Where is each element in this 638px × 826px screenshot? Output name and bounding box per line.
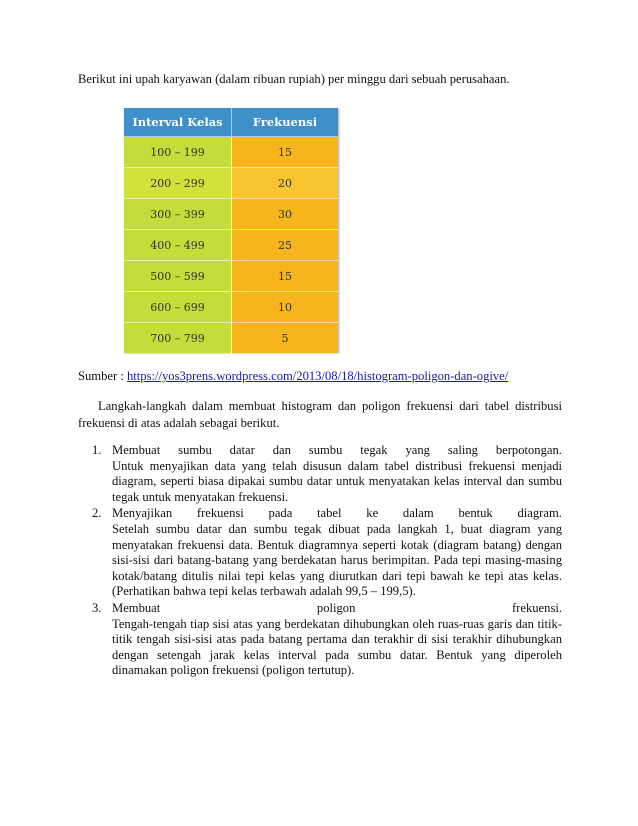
- interval-cell: 600 – 699: [124, 292, 232, 323]
- step-heading-word: yang: [405, 443, 430, 457]
- header-frequency: Frekuensi: [232, 108, 339, 137]
- interval-cell: 700 – 799: [124, 323, 232, 354]
- table-row: [124, 168, 338, 199]
- frequency-cell: 10: [232, 292, 339, 323]
- interval-cell: 400 – 499: [124, 230, 232, 261]
- step-heading-word: frekuensi: [196, 506, 244, 521]
- step-heading-word: berpotongan.: [495, 443, 562, 457]
- step-heading-word: poligon: [316, 600, 356, 615]
- source-link[interactable]: https://yos3prens.wordpress.com/2013/08/18/histogram-poligon-dan-ogive/: [126, 369, 509, 383]
- step-heading-word: dan: [272, 443, 291, 457]
- step-heading-word: sumbu: [308, 443, 343, 457]
- table-row: [124, 292, 338, 323]
- table-row: [124, 199, 338, 230]
- steps-list: [78, 443, 562, 680]
- frequency-table: [124, 108, 338, 353]
- frequency-cell: 25: [232, 230, 339, 261]
- step-item: [78, 601, 562, 679]
- source-line: [78, 368, 508, 385]
- source-label: Sumber :: [78, 369, 127, 383]
- frequency-cell: 15: [232, 261, 339, 292]
- step-heading-word: tabel: [317, 506, 342, 521]
- step-body: Tengah-tengah tiap sisi atas yang berdekatan dihubungkan oleh ruas-ruas garis dan titik-titik tengah sisi-sisi atas pada batang pertama dan terakhir di sisi terakhir dihubungkan dengan setengah jarak kelas interval pada sumbu datar. Bentuk yang diperoleh dinamakan poligon frekuensi (poligon tertutup).: [112, 616, 562, 678]
- step-heading-word: frekuensi.: [511, 600, 562, 615]
- step-heading-word: diagram.: [517, 506, 562, 521]
- table-row: [124, 137, 338, 168]
- step-number: 3.: [92, 600, 102, 615]
- step-heading: [112, 601, 562, 617]
- header-interval: Interval Kelas: [124, 108, 232, 137]
- step-heading-word: Membuat: [112, 600, 161, 615]
- step-body: Setelah sumbu datar dan sumbu tegak dibuat pada langkah 1, buat diagram yang menyatakan frekuensi data. Bentuk diagramnya seperti kotak (diagram batang) dengan sisi-sisi dari batang-batang yang berdekatan harus berimpitan. Pada tepi masing-masing kotak/batang ditulis nilai tepi kelas yang diurutkan dari tepi bawah ke tepi atas kelas. (Perhatikan bahwa tepi kelas terbawah adalah 99,5 – 199,5).: [112, 521, 562, 599]
- frequency-table-image: [124, 108, 338, 352]
- frequency-cell: 5: [232, 323, 339, 354]
- steps-intro-paragraph: Langkah-langkah dalam membuat histogram dan poligon frekuensi dari tabel distribusi frekuensi di atas adalah sebagai berikut.: [78, 399, 562, 430]
- step-heading-word: bentuk: [458, 506, 493, 521]
- step-heading-word: datar: [229, 443, 255, 457]
- table-row: [124, 323, 338, 354]
- step-heading: [112, 506, 562, 522]
- interval-cell: 500 – 599: [124, 261, 232, 292]
- step-heading-word: tegak: [360, 443, 388, 457]
- frequency-cell: 15: [232, 137, 339, 168]
- step-number: 2.: [92, 506, 102, 521]
- step-item: [78, 506, 562, 600]
- interval-cell: 300 – 399: [124, 199, 232, 230]
- interval-cell: 200 – 299: [124, 168, 232, 199]
- table-header-row: [124, 108, 338, 137]
- table-row: [124, 261, 338, 292]
- step-heading-word: Menyajikan: [112, 506, 173, 521]
- step-heading-word: ke: [366, 506, 379, 521]
- step-heading-word: pada: [268, 506, 293, 521]
- intro-text: Berikut ini upah karyawan (dalam ribuan rupiah) per minggu dari sebuah perusahaan.: [78, 72, 510, 86]
- frequency-cell: 30: [232, 199, 339, 230]
- frequency-cell: 20: [232, 168, 339, 199]
- step-heading-word: saling: [447, 443, 478, 457]
- step-heading-word: sumbu: [178, 443, 212, 457]
- step-heading: [112, 443, 562, 459]
- interval-cell: 100 – 199: [124, 137, 232, 168]
- step-heading-word: dalam: [402, 506, 434, 521]
- step-heading-word: Membuat: [112, 443, 161, 457]
- step-item: [78, 443, 562, 505]
- table-row: [124, 230, 338, 261]
- step-body: Untuk menyajikan data yang telah disusun dalam tabel distribusi frekuensi menjadi diagram, seperti biasa dipakai sumbu datar untuk menyatakan kelas interval dan sumbu tegak untuk menyatakan frekuensi.: [112, 458, 562, 504]
- table-body: [124, 137, 338, 354]
- step-number: 1.: [92, 443, 102, 457]
